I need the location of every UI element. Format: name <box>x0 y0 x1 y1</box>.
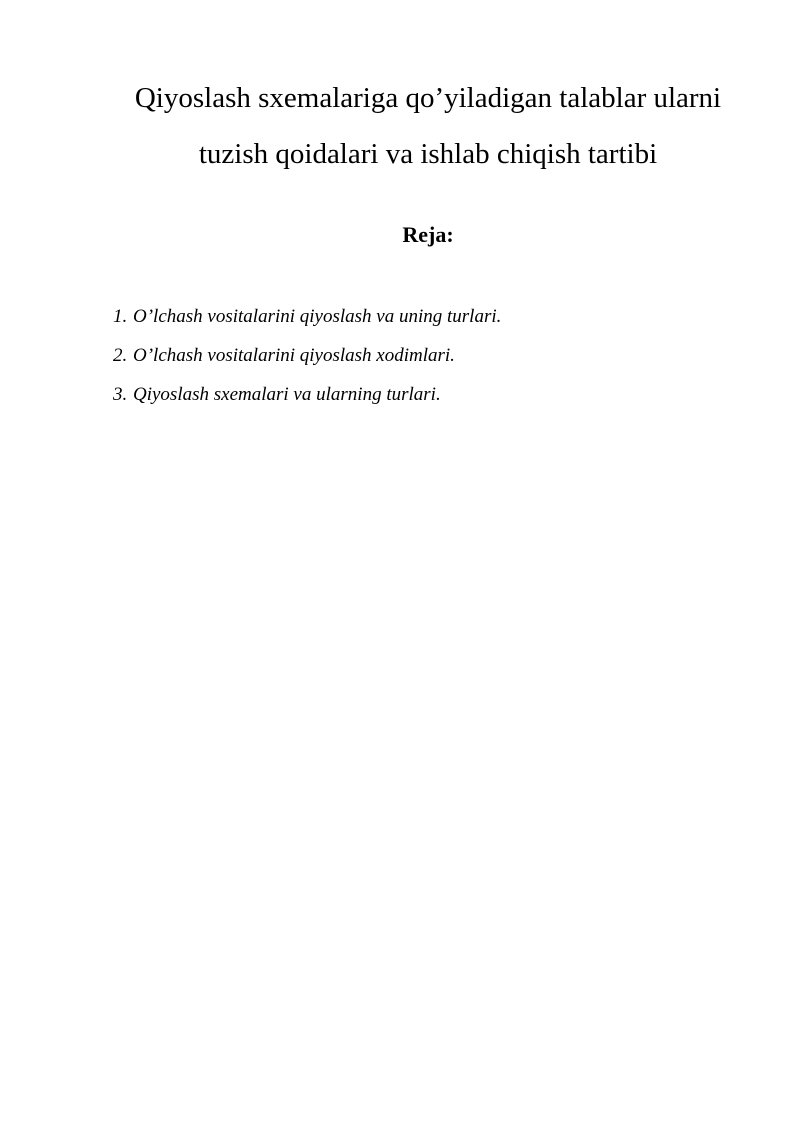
document-title <box>60 70 796 182</box>
plan-item <box>113 339 501 378</box>
plan-heading: Reja: <box>402 222 454 247</box>
plan-item-number: 2. <box>113 345 128 366</box>
plan-item-number: 1. <box>113 306 128 327</box>
plan-item-number: 3. <box>113 384 128 405</box>
title-line-2: tuzish qoidalari va ishlab chiqish tartibi <box>198 138 658 170</box>
plan-item <box>113 378 501 417</box>
plan-item-text: Qiyoslash sxemalari va ularning turlari. <box>133 384 441 405</box>
title-line-1: Qiyoslash sxemalariga qo’yiladigan talablar ularni <box>134 82 722 114</box>
plan-list <box>113 300 501 417</box>
plan-item <box>113 300 501 339</box>
plan-item-text: O’lchash vositalarini qiyoslash va uning turlari. <box>133 306 502 327</box>
plan-item-text: O’lchash vositalarini qiyoslash xodimlari. <box>133 345 455 366</box>
